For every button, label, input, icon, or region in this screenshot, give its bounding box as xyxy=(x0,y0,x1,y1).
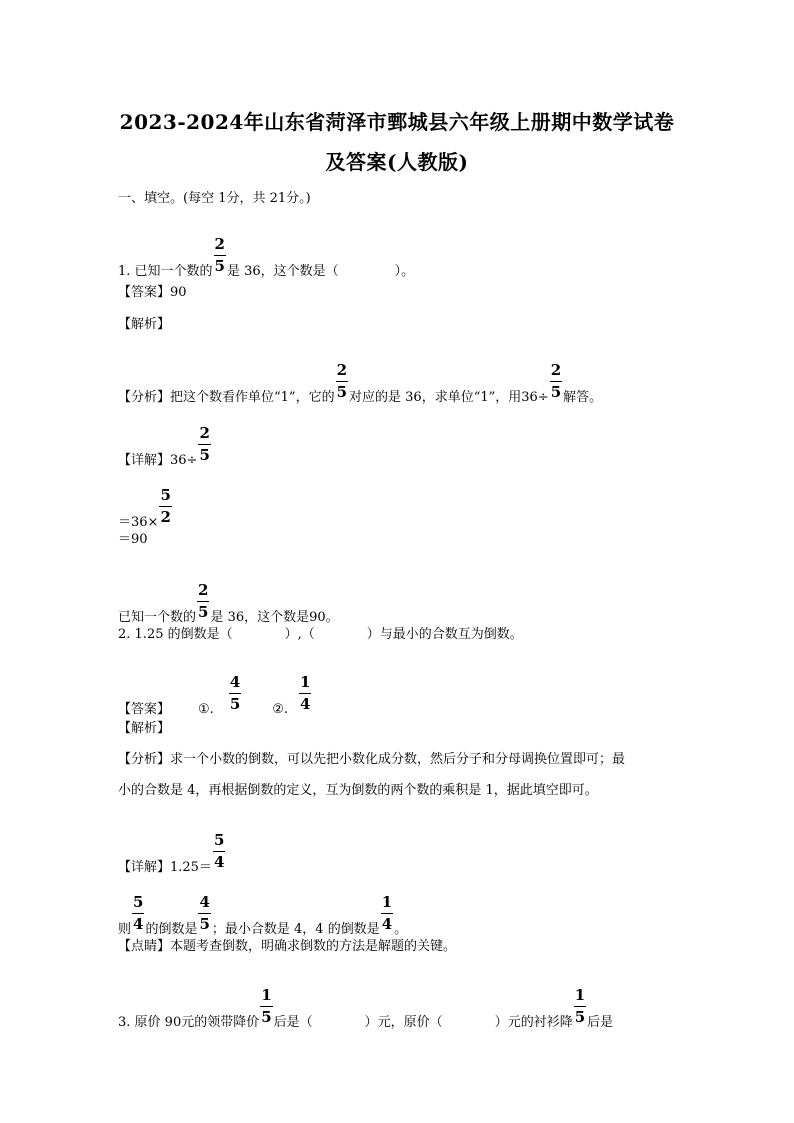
fraction: $\frac{5}{2}$ xyxy=(160,486,171,526)
fraction: $\frac{1}{4}$ xyxy=(300,673,311,713)
q2-l2c: ；最小合数是 4，4 的倒数是 xyxy=(211,922,380,937)
doc-title-line2: 及答案(人教版) xyxy=(325,150,469,174)
q1-question xyxy=(118,235,415,282)
q2-question xyxy=(118,623,523,642)
fraction: $\frac{2}{5}$ xyxy=(198,581,209,621)
fraction: $\frac{2}{5}$ xyxy=(214,235,225,275)
q2-answer xyxy=(118,673,312,720)
q1-analysis xyxy=(118,361,603,408)
q1-step2-text: ＝36× xyxy=(118,515,159,530)
q2-analysis-1: 【分析】求一个小数的倒数，可以先把小数化成分数，然后分子和分母调换位置即可；最 xyxy=(118,752,626,767)
fraction: $\frac{1}{5}$ xyxy=(261,986,272,1026)
q1-detail-label: 【详解】36÷ xyxy=(118,453,198,468)
q3-question xyxy=(118,986,614,1033)
fraction: $\frac{2}{5}$ xyxy=(550,361,562,401)
q3-e: 后是 xyxy=(587,1015,614,1030)
q2-ans1-mark: ①. xyxy=(198,702,214,717)
fraction: $\frac{1}{4}$ xyxy=(381,893,393,933)
fraction: $\frac{4}{5}$ xyxy=(199,893,210,933)
fraction: $\frac{5}{4}$ xyxy=(213,831,225,871)
q3-d: ）元的衬衫降 xyxy=(494,1015,573,1030)
fraction: $\frac{2}{5}$ xyxy=(336,361,348,401)
q1-concl-a: 已知一个数的 xyxy=(118,610,197,625)
q3-c: ）元，原价（ xyxy=(364,1015,443,1030)
q2-l2d: 。 xyxy=(394,922,408,937)
q1-suffix: 是 36，这个数是（ xyxy=(226,264,339,279)
q2-jiexi: 【解析】 xyxy=(118,721,171,736)
q1-prefix: 1. 已知一个数的 xyxy=(118,264,213,279)
q1-analysis-a: 【分析】把这个数看作单位“1”，它的 xyxy=(118,390,335,405)
q1-step3: ＝90 xyxy=(118,532,148,547)
fraction: $\frac{5}{4}$ xyxy=(133,893,144,933)
q2-q-b: ）,（ xyxy=(284,627,315,642)
q1-analysis-b: 对应的是 36，求单位“1”，用36÷ xyxy=(349,390,549,405)
q1-jiexi: 【解析】 xyxy=(118,317,171,332)
q2-detail-label: 【详解】1.25＝ xyxy=(118,860,212,875)
q1-concl-b: 是 36，这个数是90。 xyxy=(210,610,339,625)
q1-detail xyxy=(118,424,212,471)
q2-q-a: 2. 1.25 的倒数是（ xyxy=(118,627,233,642)
doc-title-line1: 2023-2024年山东省菏泽市鄄城县六年级上册期中数学试卷 xyxy=(119,110,675,134)
q2-l2b: 的倒数是 xyxy=(145,922,198,937)
section-heading: 一、填空。(每空 1分，共 21分。) xyxy=(118,191,311,206)
fraction: $\frac{4}{5}$ xyxy=(229,673,241,713)
q1-analysis-c: 解答。 xyxy=(563,390,603,405)
q2-q-c: ）与最小的合数互为倒数。 xyxy=(366,627,523,642)
q2-ans2-mark: ②. xyxy=(272,702,289,717)
fraction: $\frac{1}{5}$ xyxy=(574,986,586,1026)
q2-detail xyxy=(118,831,226,878)
q3-a: 3. 原价 90元的领带降价 xyxy=(118,1015,260,1030)
q1-answer: 【答案】90 xyxy=(118,285,187,300)
q2-analysis-2: 小的合数是 4，再根据倒数的定义，互为倒数的两个数的乘积是 1，据此填空即可。 xyxy=(118,783,598,798)
q2-answer-label: 【答案】 xyxy=(118,702,171,717)
q3-b: 后是（ xyxy=(273,1015,313,1030)
q1-end: ）。 xyxy=(394,264,415,279)
q2-l2a: 则 xyxy=(118,922,132,937)
fraction: $\frac{2}{5}$ xyxy=(199,424,210,464)
q2-comment: 【点睛】本题考查倒数，明确求倒数的方法是解题的关键。 xyxy=(118,939,457,954)
